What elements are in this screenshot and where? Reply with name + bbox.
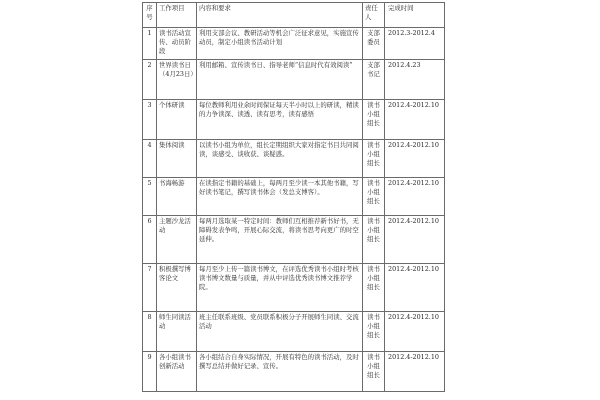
table-row (143, 216, 445, 264)
header-owner: 责任人 (363, 3, 385, 28)
row-item: 世界读书日（4月23日） (157, 60, 197, 100)
row-content: 以读书小组为单位，组长定期组织大家对指定书目共同阅读，谈感受、谈收获、谈疑惑。 (197, 140, 363, 178)
row-owner: 读书小组组长 (363, 100, 385, 140)
row-owner: 读书小组组长 (363, 178, 385, 216)
row-content: 每月至少上传一篇读书博文，在评选优秀读书小组时考核读书博文数量与质量，并从中评选优秀读书博文推荐学院。 (197, 264, 363, 312)
row-owner: 读书小组组长 (363, 312, 385, 352)
row-time: 2012.3-2012.4 (385, 28, 445, 60)
row-item: 读书活动宣传、动员阶段 (157, 28, 197, 60)
row-time: 2012.4-2012.10 (385, 100, 445, 140)
row-no: 7 (143, 264, 157, 312)
row-no: 1 (143, 28, 157, 60)
row-item: 各小组读书创新活动 (157, 352, 197, 392)
row-time: 2012.4-2012.10 (385, 264, 445, 312)
row-no: 4 (143, 140, 157, 178)
row-owner: 读书小组组长 (363, 352, 385, 392)
row-no: 8 (143, 312, 157, 352)
row-no: 6 (143, 216, 157, 264)
row-content: 每位教师利用业余时间保证每天半小时以上的研读，精读的力争读深、读透、读有思考，读有感悟 (197, 100, 363, 140)
row-no: 5 (143, 178, 157, 216)
row-owner: 读书小组组长 (363, 140, 385, 178)
row-time: 2012.4-2012.10 (385, 178, 445, 216)
header-no: 序号 (143, 3, 157, 28)
row-no: 3 (143, 100, 157, 140)
row-item: 师生同读活动 (157, 312, 197, 352)
row-content: 利用支部会议、教研活动等机会广泛征求意见，实施宣传动员，制定小组读书活动计划 (197, 28, 363, 60)
table-row (143, 28, 445, 60)
row-content: 每两月选取某一特定时间：教师们互相推荐新书好书，无障碍发表争鸣，开展心际交流，将读书思考向更广的时空延伸。 (197, 216, 363, 264)
table-row (143, 352, 445, 392)
table-body (143, 28, 445, 392)
table-row (143, 178, 445, 216)
header-item: 工作项目 (157, 3, 197, 28)
table-row (143, 312, 445, 352)
header-content: 内容和要求 (197, 3, 363, 28)
row-owner: 读书小组组长 (363, 264, 385, 312)
header-time: 完成时间 (385, 3, 445, 28)
row-time: 2012.4-2012.10 (385, 216, 445, 264)
row-owner: 读书小组组长 (363, 216, 385, 264)
row-content: 班主任联系班级、党员联系积极分子开展师生同读、交流活动 (197, 312, 363, 352)
row-owner: 支部委员 (363, 28, 385, 60)
row-no: 9 (143, 352, 157, 392)
row-item: 个体研读 (157, 100, 197, 140)
row-item: 书海畅游 (157, 178, 197, 216)
row-time: 2012.4.23 (385, 60, 445, 100)
row-no: 2 (143, 60, 157, 100)
reading-plan-table (142, 2, 445, 392)
table-row (143, 140, 445, 178)
table-header (143, 3, 445, 28)
row-item: 主题沙龙活动 (157, 216, 197, 264)
table-row (143, 264, 445, 312)
row-owner: 支部书记 (363, 60, 385, 100)
header-row (143, 3, 445, 28)
row-time: 2012.4-2012.10 (385, 352, 445, 392)
table-row (143, 100, 445, 140)
row-content: 各小组结合自身实际情况，开展有特色的读书活动，及时撰写总结并做好记录、宣传。 (197, 352, 363, 392)
row-content: 在读指定书籍的基础上，每两月至少读一本其他书籍，写好读书笔记，撰写读书体会（发总支博客）。 (197, 178, 363, 216)
row-content: 利用邮箱、宣传读书日、指导老师“信息时代有效阅读” (197, 60, 363, 100)
table-row (143, 60, 445, 100)
row-time: 2012.4-2012.10 (385, 312, 445, 352)
row-item: 积极撰写博客论文 (157, 264, 197, 312)
row-item: 集体阅读 (157, 140, 197, 178)
row-time: 2012.4-2012.10 (385, 140, 445, 178)
